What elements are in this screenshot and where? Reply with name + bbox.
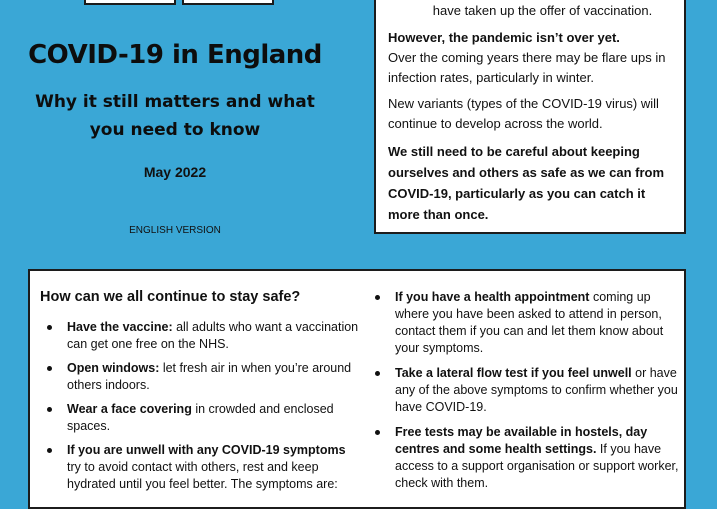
list-item xyxy=(40,319,360,353)
list-item-bold: If you have a health appointment xyxy=(395,290,590,304)
list-item-bold: Free tests may be available in hostels, day centres and some health settings. xyxy=(395,425,648,456)
stay-safe-left-list xyxy=(40,319,360,500)
language-version: ENGLISH VERSION xyxy=(129,225,221,236)
list-item-text: coming up where you have been asked to attend in person, contact them if you can and let them know about your symptoms. xyxy=(395,290,664,355)
intro-box xyxy=(374,0,686,234)
list-item-bold: If you are unwell with any COVID-19 symptoms xyxy=(67,443,346,457)
page-title: COVID-19 in England xyxy=(28,40,322,70)
list-item-text: try to avoid contact with others, rest and keep hydrated until you feel better. The symptoms are: xyxy=(67,460,338,491)
list-item-bold: Take a lateral flow test if you feel unwell xyxy=(395,366,632,380)
publication-date: May 2022 xyxy=(143,164,207,180)
pandemic-not-over-text: Over the coming years there may be flare ups in infection rates, particularly in winter. xyxy=(388,50,666,85)
intro-continuation: have taken up the offer of vaccination. xyxy=(432,3,653,18)
list-item xyxy=(40,401,360,435)
list-item xyxy=(368,365,680,416)
stay-safe-right-list xyxy=(368,289,680,500)
subtitle-line-1: Why it still matters and what xyxy=(35,92,315,112)
variants-paragraph: New variants (types of the COVID-19 virus) will continue to develop across the world. xyxy=(388,96,659,131)
top-tab-right xyxy=(182,0,274,5)
list-item-bold: Open windows: xyxy=(67,361,160,375)
pandemic-not-over-heading: However, the pandemic isn’t over yet. xyxy=(388,30,620,45)
list-item-text: all adults who want a vaccination can get one free on the NHS. xyxy=(67,320,359,351)
subtitle-line-2: you need to know xyxy=(89,120,261,140)
list-item-text: in crowded and enclosed spaces. xyxy=(67,402,334,433)
list-item-bold: Have the vaccine: xyxy=(67,320,173,334)
stay-safe-box xyxy=(28,269,686,509)
list-item-text: let fresh air in when you’re around others indoors. xyxy=(67,361,352,392)
top-tab-left xyxy=(84,0,176,5)
list-item xyxy=(368,289,680,357)
list-item-text: or have any of the above symptoms to confirm whether you have COVID-19. xyxy=(395,366,678,414)
list-item-bold: Wear a face covering xyxy=(67,402,192,416)
stay-careful-paragraph: We still need to be careful about keeping ourselves and others as safe as we can from COVID-19, particularly as you can catch it more than once. xyxy=(388,144,665,222)
list-item xyxy=(368,424,680,492)
list-item xyxy=(40,360,360,394)
page-subtitle xyxy=(0,88,350,144)
stay-safe-heading: How can we all continue to stay safe? xyxy=(40,289,301,305)
list-item xyxy=(40,442,360,493)
list-item-text: If you have access to a support organisation or support worker, check with them. xyxy=(395,442,679,490)
pandemic-not-over-paragraph xyxy=(388,28,672,88)
